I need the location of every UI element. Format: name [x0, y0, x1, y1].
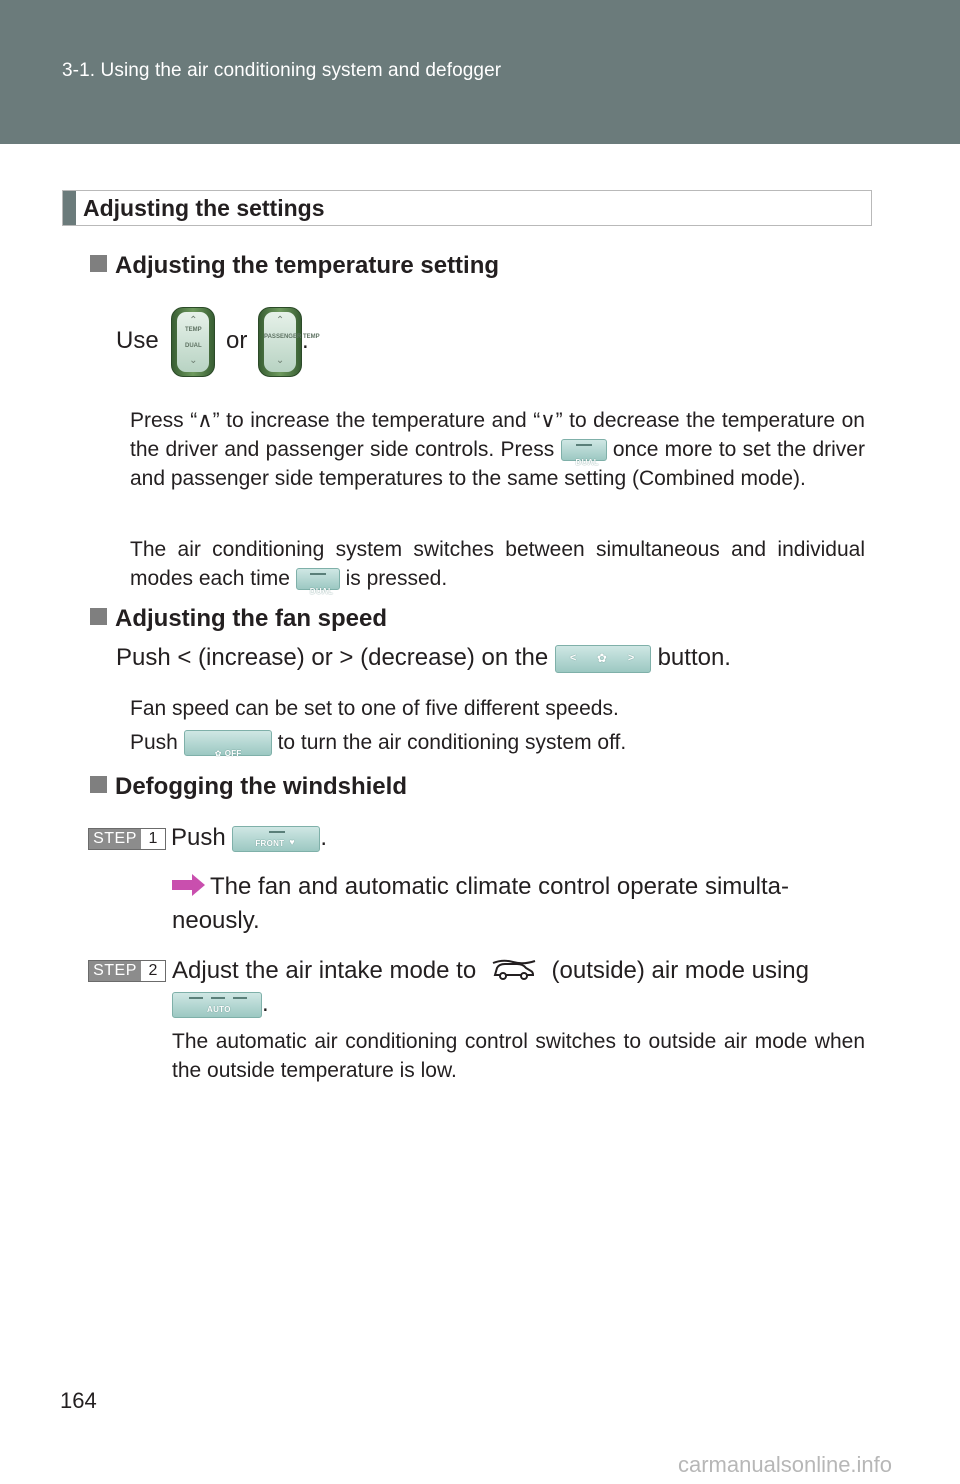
result-arrow-icon [172, 874, 206, 896]
section-heading [62, 190, 872, 226]
air-intake-auto-button-icon: AUTO [172, 992, 262, 1018]
defog-heading: Defogging the windshield [90, 773, 407, 801]
watermark: carmanualsonline.info [678, 1452, 893, 1477]
page-header [0, 0, 960, 144]
dual-button-icon-2: DUAL [296, 568, 340, 590]
section-accent [63, 191, 76, 225]
outside-air-icon [491, 959, 537, 981]
temperature-paragraph-1: Press “∧” to increase the temperature and “∨” to decrease the temperature on the driver and passenger side controls. Press DUAL once more to set the driver and passenger side temperatures to the same setting (Combined mode). [130, 409, 865, 490]
use-line: Use ⌃ TEMP DUAL ⌄ or ⌃ PASSENGER TEMP ⌄ . [116, 305, 309, 377]
page-number: 164 [60, 1388, 97, 1413]
bullet-square-icon [90, 255, 107, 272]
step-1-result: The fan and automatic climate control operate simulta-neously. [172, 873, 789, 934]
section-title: Adjusting the settings [83, 195, 325, 221]
bullet-square-icon [90, 608, 107, 625]
fan-speed-button-icon: < ✿ > [555, 645, 651, 673]
dual-button-icon: DUAL [561, 439, 607, 461]
fan-note: Fan speed can be set to one of five different speeds. [130, 697, 619, 720]
fan-line: Push < (increase) or > (decrease) on the < ✿ > button. [116, 644, 731, 671]
step-2-badge: STEP 2 [88, 960, 166, 982]
chapter-title: 3-1. Using the air conditioning system and defogger [62, 60, 502, 81]
fan-off-line: Push ✿ OFF to turn the air conditioning system off. [130, 731, 627, 759]
step-1-badge: STEP 1 [88, 828, 166, 850]
temperature-paragraph-2: The air conditioning system switches between simultaneous and individual modes each time DUAL is pressed. [130, 538, 865, 597]
step-2-text: Adjust the air intake mode to (outside) air mode using [172, 957, 809, 984]
temperature-heading: Adjusting the temperature setting [90, 252, 499, 280]
bullet-square-icon [90, 776, 107, 793]
fan-heading: Adjusting the fan speed [90, 605, 387, 633]
fan-off-button-icon: ✿ OFF [184, 730, 272, 756]
step-2-button-line: AUTO . [172, 990, 269, 1018]
passenger-temp-knob-icon: ⌃ PASSENGER TEMP ⌄ [258, 307, 302, 377]
front-defrost-button-icon: FRONT ♥ [232, 826, 320, 852]
driver-temp-knob-icon: ⌃ TEMP DUAL ⌄ [171, 307, 215, 377]
step-2-note: The automatic air conditioning control switches to outside air mode when the outside temperature is low. [172, 1030, 865, 1082]
step-1-text: Push FRONT ♥ . [171, 824, 328, 851]
